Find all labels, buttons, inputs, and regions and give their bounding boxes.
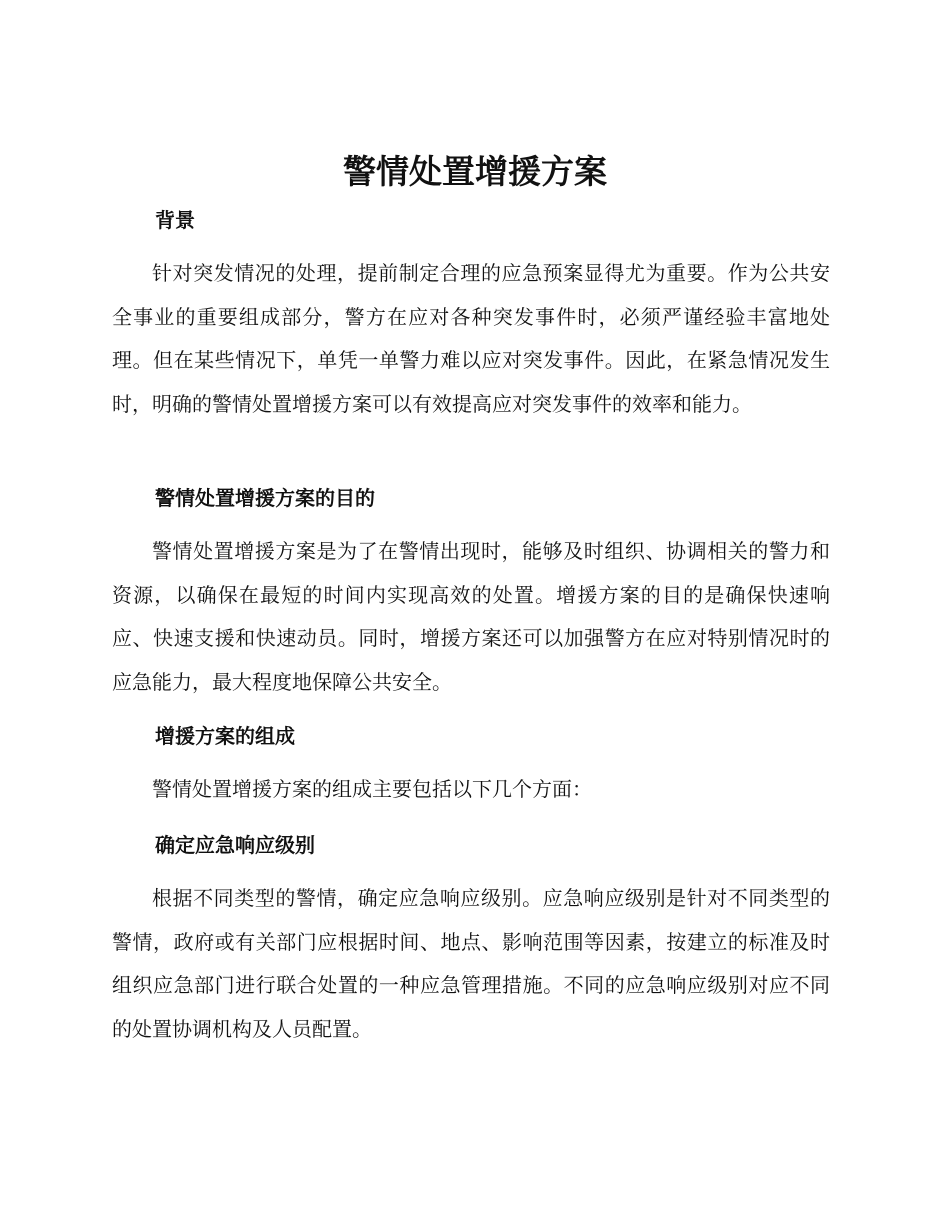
- section-heading-response-level: 确定应急响应级别: [155, 833, 315, 857]
- section-heading-purpose: 警情处置增援方案的目的: [155, 486, 375, 510]
- section-heading-composition: 增援方案的组成: [155, 724, 295, 748]
- document-title: 警情处置增援方案: [343, 152, 607, 191]
- section-paragraph-response-level: 根据不同类型的警情，确定应急响应级别。应急响应级别是针对不同类型的警情，政府或有关部门应根据时间、地点、影响范围等因素，按建立的标准及时组织应急部门进行联合处置的一种应急管理措施。不同的应急响应级别对应不同的处置协调机构及人员配置。: [112, 886, 830, 1041]
- section-paragraph-background: 针对突发情况的处理，提前制定合理的应急预案显得尤为重要。作为公共安全事业的重要组成部分，警方在应对各种突发事件时，必须严谨经验丰富地处理。但在某些情况下，单凭一单警力难以应对突发事件。因此，在紧急情况发生时，明确的警情处置增援方案可以有效提高应对突发事件的效率和能力。: [112, 261, 830, 416]
- section-paragraph-purpose: 警情处置增援方案是为了在警情出现时，能够及时组织、协调相关的警力和资源，以确保在最短的时间内实现高效的处置。增援方案的目的是确保快速响应、快速支援和快速动员。同时，增援方案还可以加强警方在应对特别情况时的应急能力，最大程度地保障公共安全。: [112, 539, 830, 694]
- section-paragraph-composition: 警情处置增援方案的组成主要包括以下几个方面：: [152, 777, 592, 801]
- section-heading-background: 背景: [155, 208, 195, 232]
